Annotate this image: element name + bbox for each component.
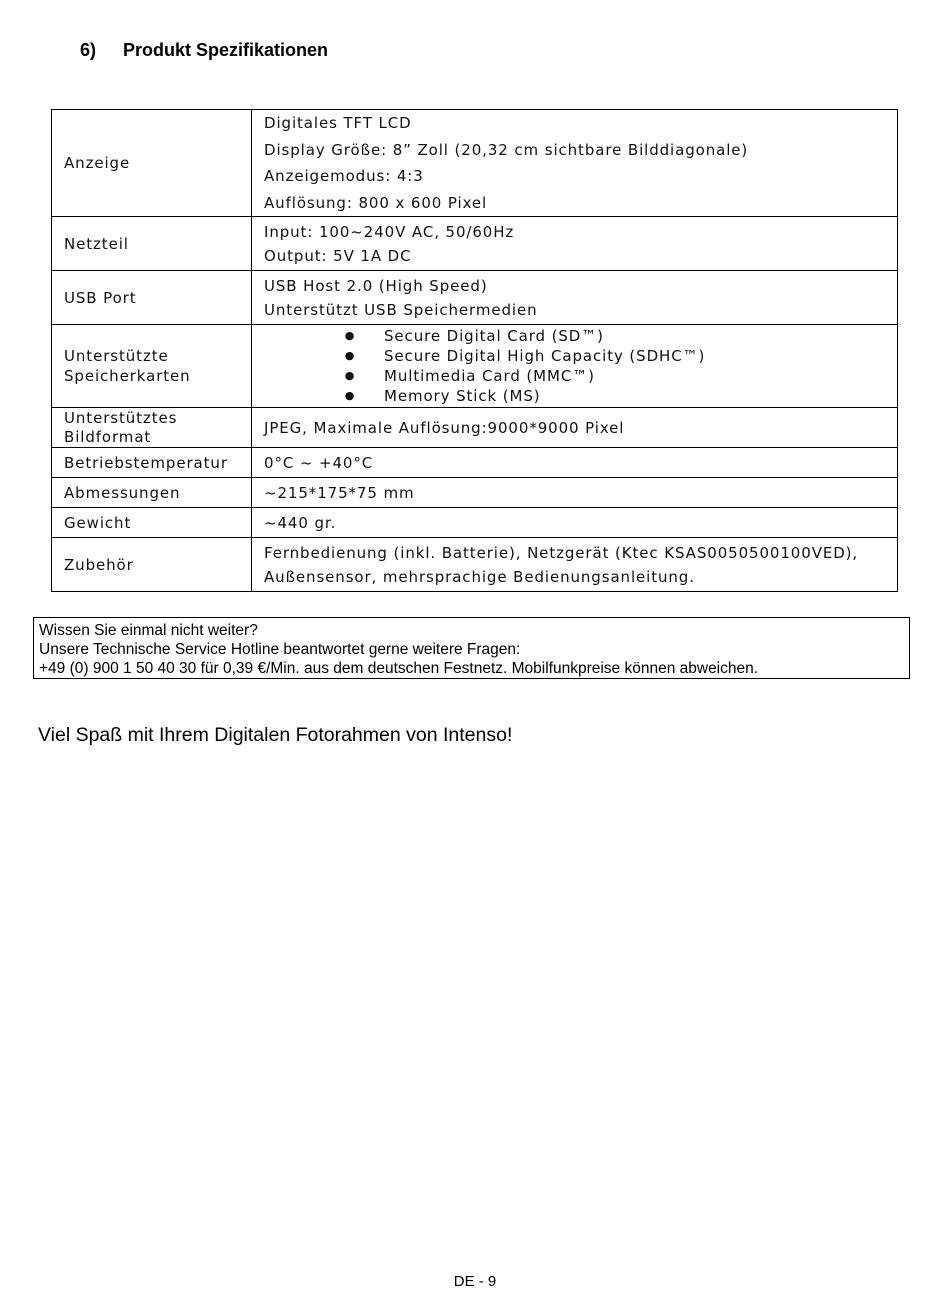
spec-row-zubehor (52, 538, 898, 592)
spec-row-speicherkarten (52, 325, 898, 408)
spec-label-line: Bildformat (64, 427, 152, 446)
spec-row-anzeige (52, 110, 898, 217)
page-number: DE - 9 (453, 1273, 497, 1290)
spec-value: ~215*175*75 mm (252, 478, 898, 508)
list-item-text: Multimedia Card (MMC™) (384, 367, 595, 385)
hotline-box (33, 617, 910, 679)
section-heading (80, 40, 328, 61)
spec-label-line: Unterstütztes (64, 408, 178, 427)
spec-table (51, 109, 898, 592)
list-item-text: Memory Stick (MS) (384, 387, 541, 405)
spec-value (252, 325, 898, 408)
bullet-icon: ● (344, 329, 356, 342)
spec-value-line: Display Größe: 8” Zoll (20,32 cm sichtbare Bilddiagonale) (264, 140, 749, 159)
spec-label-line: Speicherkarten (64, 367, 191, 385)
spec-label-line: Unterstützte (64, 347, 169, 365)
spec-row-temperatur (52, 448, 898, 478)
spec-value: JPEG, Maximale Auflösung:9000*9000 Pixel (252, 408, 898, 448)
spec-value: 0°C ~ +40°C (252, 448, 898, 478)
spec-value (252, 110, 898, 217)
spec-value-line: Input: 100~240V AC, 50/60Hz (264, 222, 515, 241)
list-item (264, 386, 885, 406)
section-number: 6) (80, 40, 97, 60)
spec-label (52, 408, 252, 448)
spec-row-abmessungen (52, 478, 898, 508)
bullet-icon: ● (344, 369, 356, 382)
hotline-line: +49 (0) 900 1 50 40 30 für 0,39 €/Min. aus dem deutschen Festnetz. Mobilfunkpreise können abweichen. (39, 660, 759, 677)
spec-row-bildformat (52, 408, 898, 448)
spec-label: Abmessungen (52, 478, 252, 508)
spec-label: USB Port (52, 271, 252, 325)
spec-label (52, 325, 252, 408)
spec-row-netzteil (52, 217, 898, 271)
bullet-icon: ● (344, 349, 356, 362)
spec-value-line: Fernbedienung (inkl. Batterie), Netzgerät (Ktec KSAS0050500100VED), (264, 543, 859, 562)
spec-value-line: Auflösung: 800 x 600 Pixel (264, 193, 488, 212)
spec-value (252, 217, 898, 271)
spec-label: Zubehör (52, 538, 252, 592)
section-title: Produkt Spezifikationen (123, 40, 329, 60)
spec-value-line: Unterstützt USB Speichermedien (264, 300, 538, 319)
spec-row-usb (52, 271, 898, 325)
spec-row-gewicht (52, 508, 898, 538)
spec-label: Anzeige (52, 110, 252, 217)
spec-label: Gewicht (52, 508, 252, 538)
list-item (264, 346, 885, 366)
hotline-line: Unsere Technische Service Hotline beantwortet gerne weitere Fragen: (39, 641, 521, 658)
list-item (264, 326, 885, 346)
spec-value-line: Außensensor, mehrsprachige Bedienungsanleitung. (264, 567, 695, 586)
spec-label: Betriebstemperatur (52, 448, 252, 478)
bullet-icon: ● (344, 389, 356, 402)
closing-text: Viel Spaß mit Ihrem Digitalen Fotorahmen von Intenso! (38, 724, 513, 746)
spec-label: Netzteil (52, 217, 252, 271)
hotline-line: Wissen Sie einmal nicht weiter? (39, 622, 258, 639)
spec-value-line: Anzeigemodus: 4:3 (264, 167, 424, 185)
spec-value (252, 538, 898, 592)
spec-value-line: Output: 5V 1A DC (264, 246, 412, 265)
spec-value (252, 271, 898, 325)
spec-value-line: Digitales TFT LCD (264, 114, 412, 132)
list-item-text: Secure Digital Card (SD™) (384, 327, 604, 345)
spec-value-line: USB Host 2.0 (High Speed) (264, 276, 488, 295)
list-item-text: Secure Digital High Capacity (SDHC™) (384, 347, 706, 365)
card-list (264, 326, 885, 406)
list-item (264, 366, 885, 386)
spec-value: ~440 gr. (252, 508, 898, 538)
